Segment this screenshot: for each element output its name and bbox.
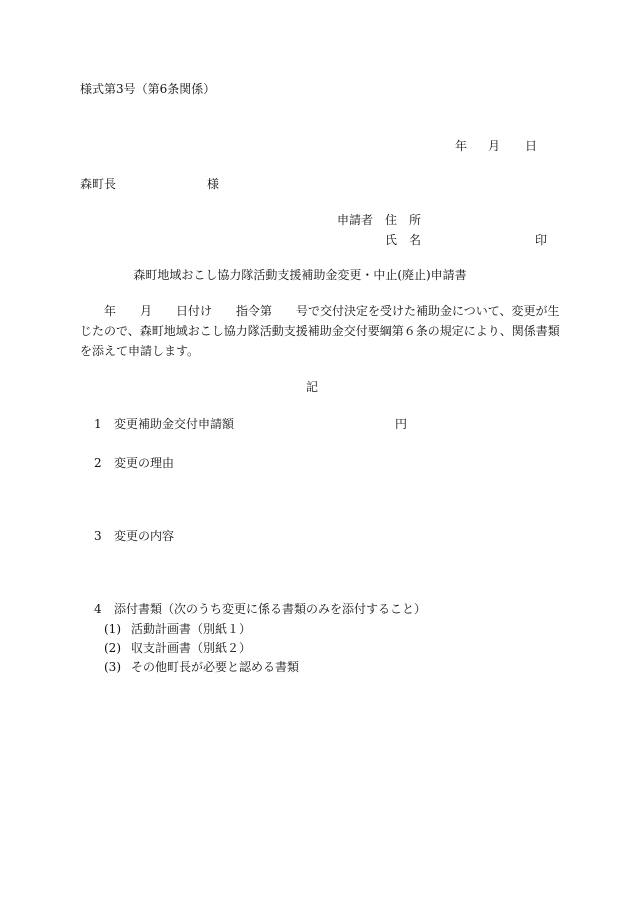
- attachment-number: (2): [104, 641, 121, 655]
- document-title: 森町地域おこし協力隊活動支援補助金変更・中止(廃止)申請書: [133, 268, 467, 282]
- addressee: 森町長: [80, 177, 117, 191]
- item-number: 4: [94, 602, 102, 616]
- document-title-row: [0, 268, 630, 282]
- item-number: 3: [94, 529, 102, 543]
- item-label: 変更の理由: [114, 456, 175, 470]
- form-number: 様式第3号（第6条関係）: [80, 82, 216, 96]
- body-line-2: じたので、森町地域おこし協力隊活動支援補助金交付要綱第６条の規定により、関係書類: [80, 324, 560, 338]
- body-paragraph: [80, 301, 560, 361]
- attachment-number: (3): [104, 660, 121, 674]
- item-number: 2: [94, 456, 102, 470]
- item-label: 変更の内容: [114, 529, 175, 543]
- item-number: 1: [94, 417, 102, 431]
- item-label: 変更補助金交付申請額: [114, 417, 235, 431]
- attachment-label: 活動計画書（別紙１）: [131, 622, 252, 636]
- attachment-number: (1): [104, 622, 121, 636]
- applicant-name-label: 氏 名: [385, 233, 422, 247]
- item-label: 添付書類（次のうち変更に係る書類のみを添付すること）: [114, 602, 427, 616]
- applicant-label: 申請者: [337, 213, 374, 227]
- date-month-label: 月: [488, 139, 501, 153]
- attachment-label: その他町長が必要と認める書類: [131, 660, 300, 674]
- ki-row: [0, 380, 630, 394]
- ki-heading: 記: [305, 380, 318, 394]
- applicant-address-label: 住 所: [385, 213, 422, 227]
- seal-mark: 印: [535, 233, 548, 247]
- addressee-honorific: 様: [207, 177, 220, 191]
- date-day-label: 日: [525, 139, 538, 153]
- body-line-3: を添えて申請します。: [80, 344, 200, 358]
- body-line-1: 年 月 日付け 指令第 号で交付決定を受けた補助金について、変更が生: [80, 304, 560, 318]
- attachment-label: 収支計画書（別紙２）: [131, 641, 252, 655]
- yen-unit: 円: [395, 417, 408, 431]
- date-year-label: 年: [455, 139, 468, 153]
